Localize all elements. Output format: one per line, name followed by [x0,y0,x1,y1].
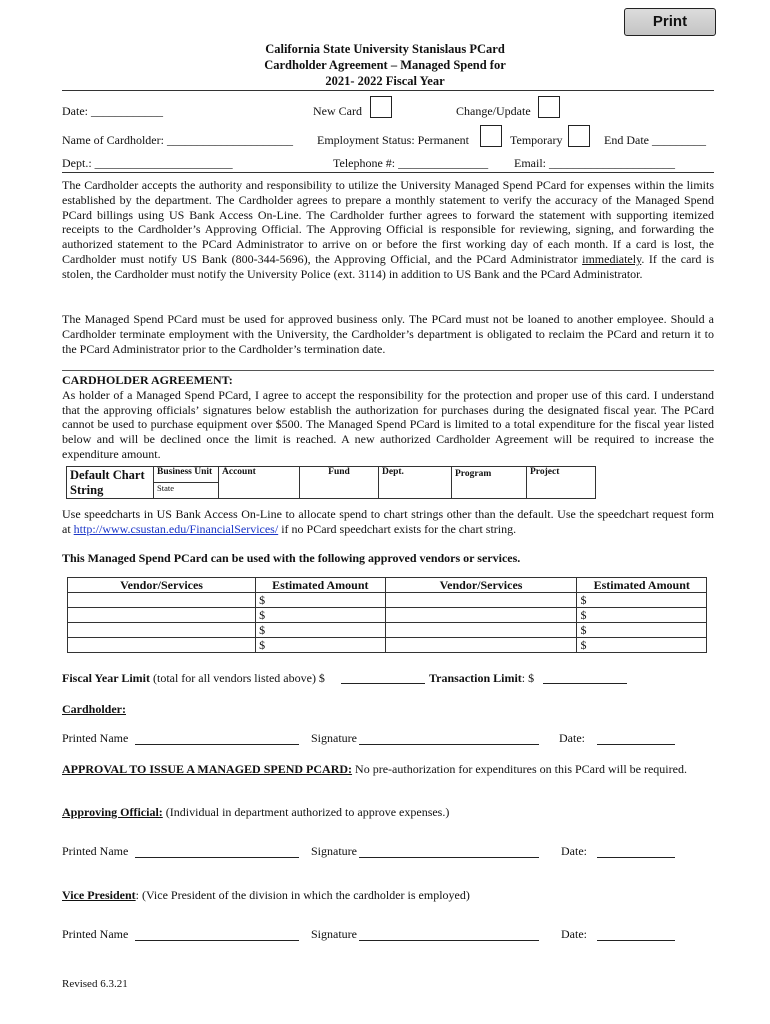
table-row: $ $ [68,638,707,653]
approver-printed-name-line[interactable] [135,845,299,858]
cardholder-heading: Cardholder: [62,702,126,716]
usage-paragraph: The Managed Spend PCard must be used for approved business only. The PCard must not be loaned to another employee. Should a Cardholder terminate employment with the University, the Cardholder’s department is obligated to reclaim the PCard and return it to the PCard Administrator prior to the Cardholder’s termination date. [62,312,714,356]
end-date-field[interactable]: End Date _________ [604,133,706,147]
fiscal-year-limit-input[interactable] [341,671,425,684]
vp-signature-line[interactable] [359,928,539,941]
printed-name-label: Printed Name [62,927,129,941]
divider [62,90,714,91]
vendors-heading: This Managed Spend PCard can be used with the following approved vendors or services. [62,551,521,565]
divider [62,370,714,371]
date-label: Date: [561,927,587,941]
temporary-label: Temporary [510,133,563,147]
cardholder-signature-line[interactable] [359,732,539,745]
printed-name-label: Printed Name [62,844,129,858]
change-update-checkbox[interactable] [538,96,560,118]
intro-paragraph: The Cardholder accepts the authority and responsibility to utilize the University Managed Spend PCard for expenses within the limits established by the department. The Cardholder agrees to prepare a monthly statement to verify the accuracy of the Managed Spend PCard billings using US Bank Access On-Line. The Cardholder further agrees to forward the statement with supporting itemized receipts to the Cardholder’s Approving Official. The Approving Official is responsible for reviewing, signing, and forwarding the authorized statement to the PCard Administrator to arrive on or before the first working day of each month. If a card is lost, the Cardholder must notify US Bank (800-344-5696), the Approving Official, and the PCard Administrator immediately. If the card is stolen, the Cardholder must notify the University Police (ext. 3114) in addition to US Bank and the PCard Administrator. [62,178,714,281]
vp-printed-name-line[interactable] [135,928,299,941]
business-unit-state: State [154,483,219,499]
approving-official-heading: Approving Official: (Individual in department authorized to approve expenses.) [62,805,450,819]
email-field[interactable]: Email: _____________________ [514,156,675,170]
default-chart-string-label: Default Chart String [67,467,154,499]
cardholder-printed-name-line[interactable] [135,732,299,745]
agreement-heading: CARDHOLDER AGREEMENT: [62,373,233,387]
print-button[interactable]: Print [624,8,716,36]
permanent-checkbox[interactable] [480,125,502,147]
signature-label: Signature [311,927,357,941]
agreement-text: As holder of a Managed Spend PCard, I agree to accept the responsibility for the protection and proper use of this card. I understand that the approving officials’ signatures below establish the authorization for purchases during the designated fiscal year. The PCard cannot be used to purchase equipment over $500. The Managed Spend PCard is limited to a total expenditure for the fiscal year listed below and will be declined once the limit is reached. A new authorized Cardholder Agreement will be required to increase the expenditure amount. [62,387,714,461]
signature-label: Signature [311,844,357,858]
date-field[interactable]: Date: ____________ [62,104,163,118]
date-label: Date: [559,731,585,745]
approval-section: APPROVAL TO ISSUE A MANAGED SPEND PCARD: No pre-authorization for expenditures on this PCard will be required. [62,762,687,776]
telephone-field[interactable]: Telephone #: _______________ [333,156,489,170]
business-unit-header: Business Unit [154,467,219,483]
vendor-col-header: Vendor/Services [68,578,256,593]
chart-string-table [66,466,596,499]
dept-field[interactable]: Dept.: _______________________ [62,156,233,170]
approver-date-line[interactable] [597,845,675,858]
project-cell[interactable]: Project [527,467,596,499]
revision-footer: Revised 6.3.21 [62,978,128,990]
cardholder-name-field[interactable]: Name of Cardholder: _____________________ [62,133,293,147]
vendor-table [67,577,707,653]
vp-date-line[interactable] [597,928,675,941]
vice-president-heading: Vice President: (Vice President of the division in which the cardholder is employed) [62,888,470,902]
form-title: California State University Stanislaus PCard [265,42,505,56]
amount-col-header: Estimated Amount [256,578,385,593]
divider [62,172,714,173]
transaction-limit: Transaction Limit: $ [429,671,535,685]
vendor-col-header: Vendor/Services [385,578,577,593]
financial-services-link[interactable]: http://www.csustan.edu/FinancialServices/ [73,521,279,536]
speedchart-paragraph: Use speedcharts in US Bank Access On-Line to allocate spend to chart strings other than the default. Use the speedchart request form at http://www.csustan.edu/FinancialServices/ if no PCard speedchart exists for the chart string. [62,507,714,536]
approver-signature-line[interactable] [359,845,539,858]
amount-col-header: Estimated Amount [577,578,707,593]
transaction-limit-input[interactable] [543,671,627,684]
table-row: $ $ [68,593,707,608]
employment-status-label: Employment Status: Permanent [317,133,469,147]
form-subtitle: Cardholder Agreement – Managed Spend for [264,58,506,72]
dept-cell[interactable]: Dept. [379,467,452,499]
fund-cell[interactable]: Fund [300,467,379,499]
new-card-label: New Card [313,104,362,118]
agreement-section [62,373,714,462]
program-cell[interactable]: Program [452,467,527,499]
temporary-checkbox[interactable] [568,125,590,147]
account-cell[interactable]: Account [219,467,300,499]
cardholder-date-line[interactable] [597,732,675,745]
date-label: Date: [561,844,587,858]
new-card-checkbox[interactable] [370,96,392,118]
change-update-label: Change/Update [456,104,531,118]
table-row: $ $ [68,623,707,638]
table-row: $ $ [68,608,707,623]
fiscal-year-limit: Fiscal Year Limit (total for all vendors listed above) $ [62,671,325,685]
signature-label: Signature [311,731,357,745]
fiscal-year-title: 2021- 2022 Fiscal Year [325,74,445,88]
printed-name-label: Printed Name [62,731,129,745]
